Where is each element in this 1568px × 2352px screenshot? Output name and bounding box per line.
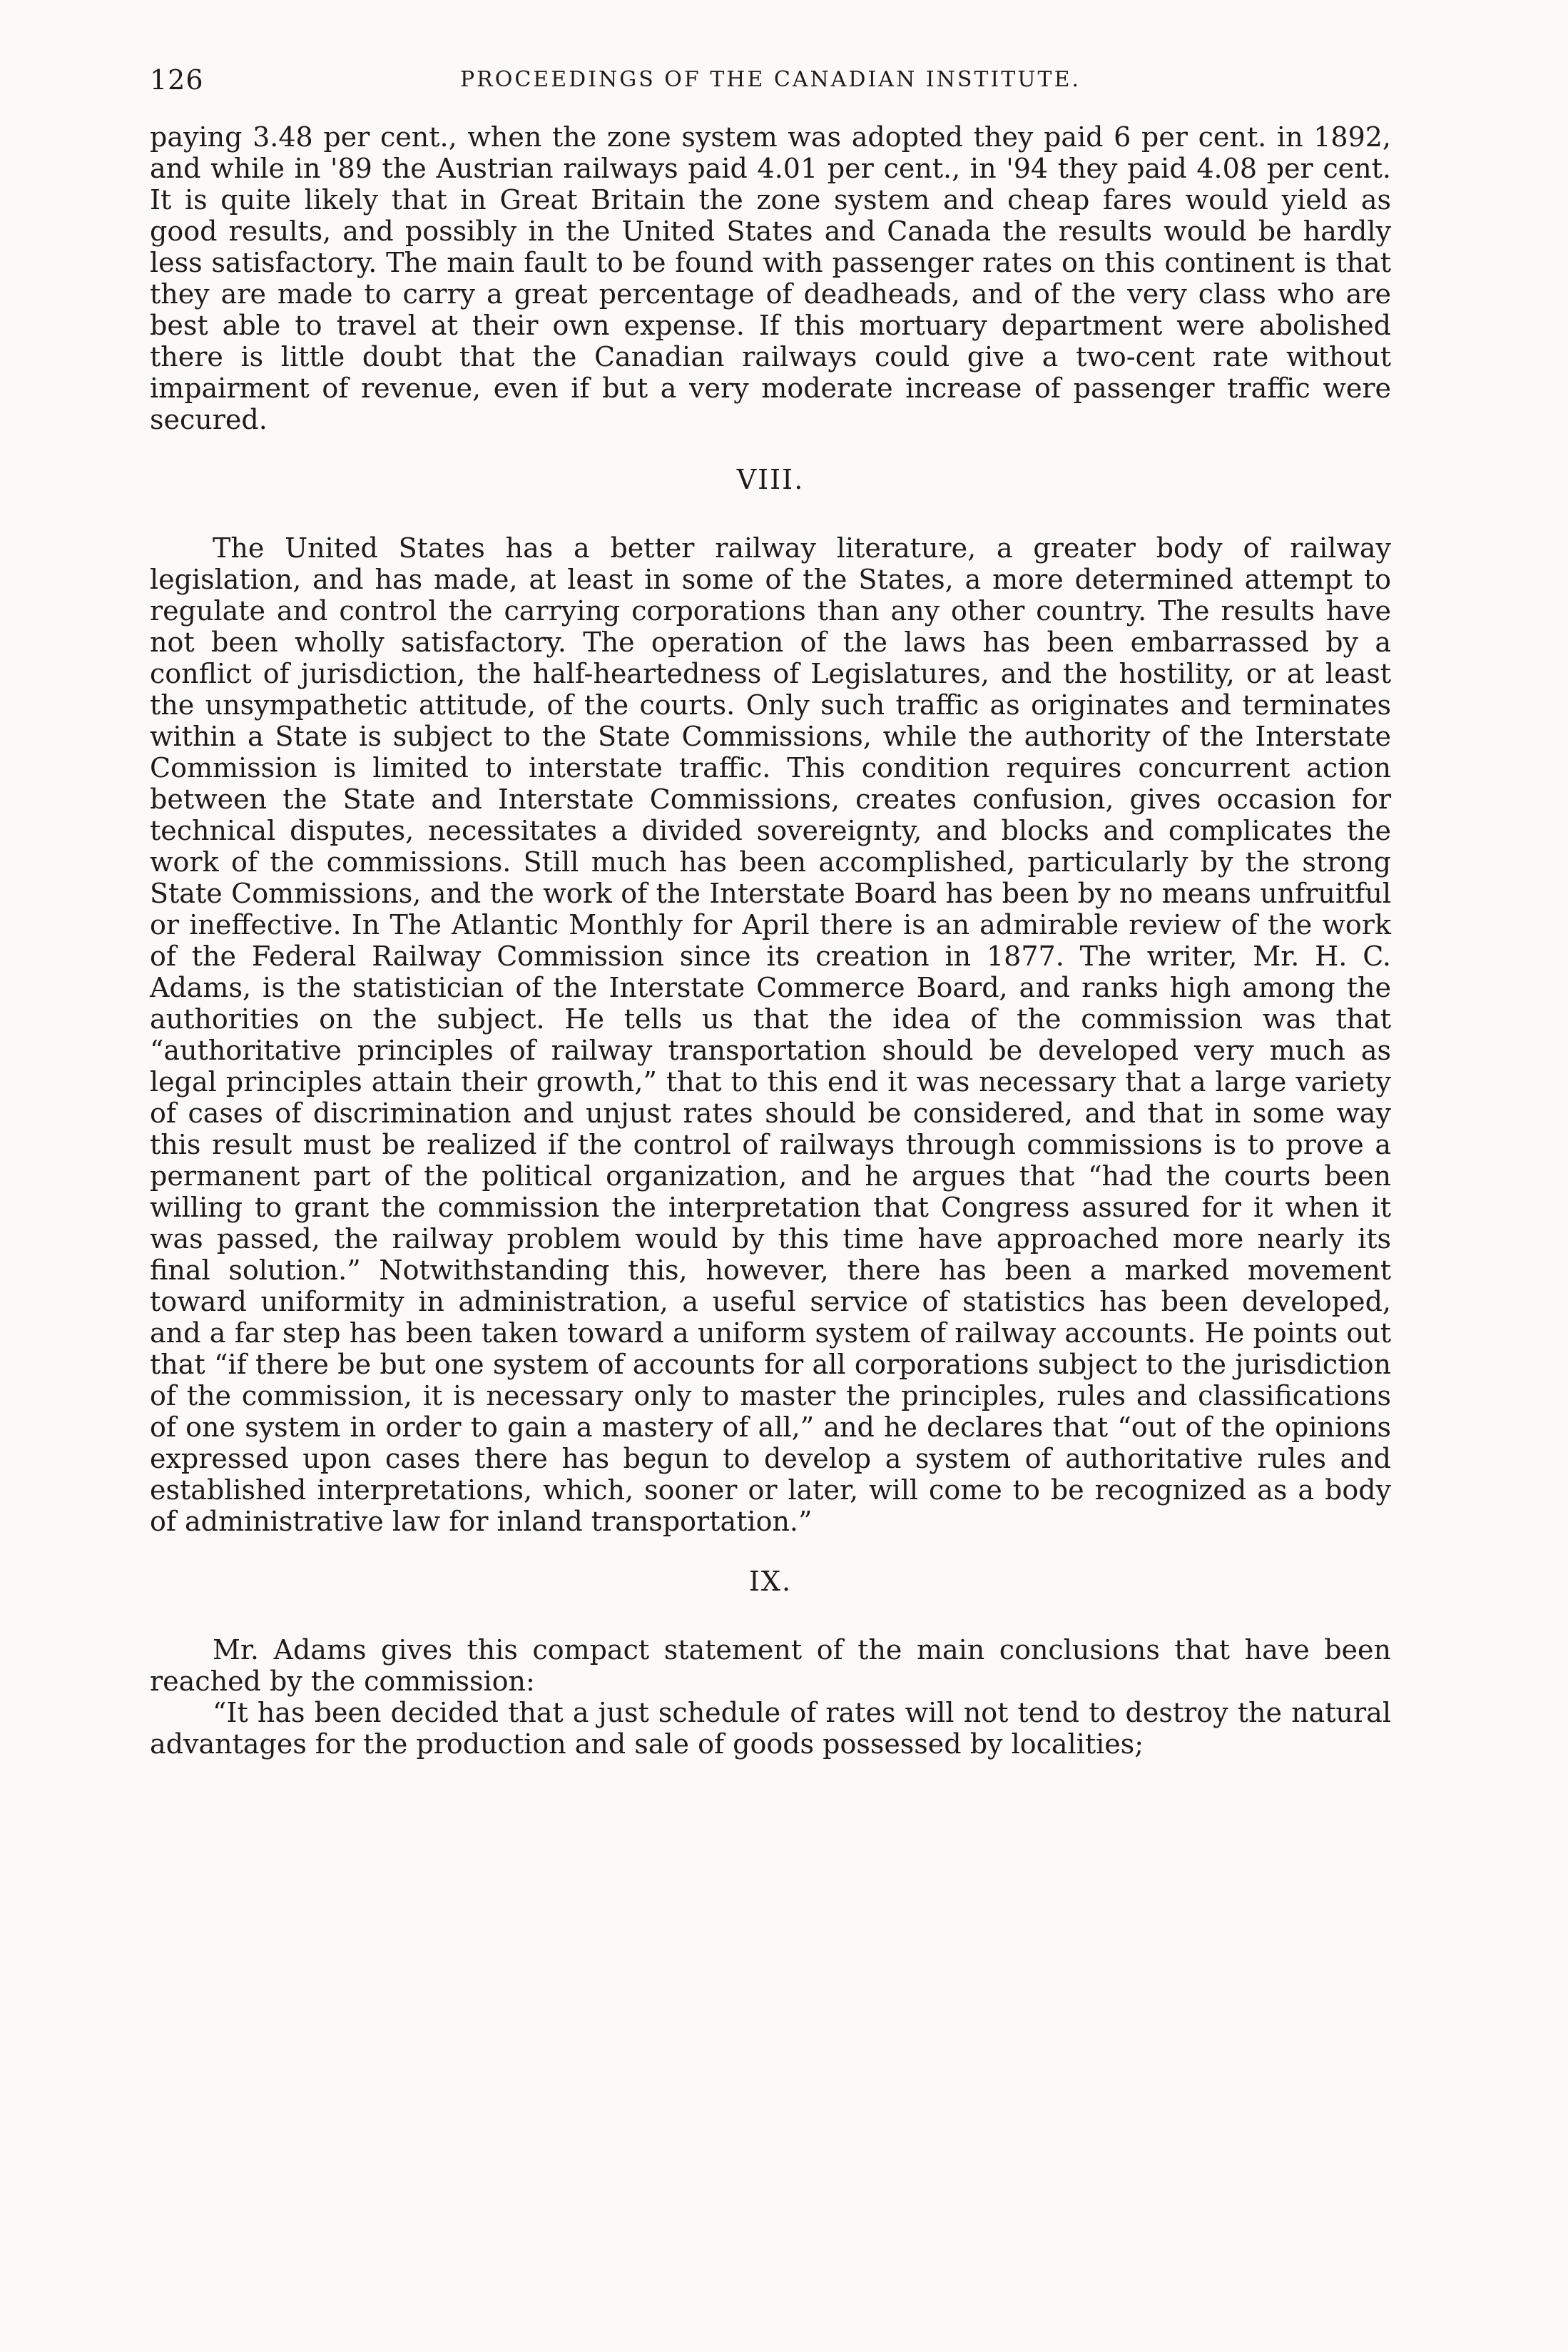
section-heading-viii: VIII. [736,464,805,495]
page-header [150,64,1391,107]
section-viii-paragraph: The United States has a better railway literature, a greater body of railway legislation, and has made, at least in some of the States, a more determined attempt to regulate and control the carrying corporations than any other country. The results have not been wholly satisfactory. The operation of the laws has been embarrassed by a conflict of jurisdiction, the half-heartedness of Legislatures, and the hostility, or at least the unsympathetic attitude, of the courts. Only such traffic as originates and terminates within a State is subject to the State Commissions, while the authority of the Interstate Commission is limited to interstate traffic. This condition requires concurrent action between the State and Interstate Commissions, creates confusion, gives occasion for technical disputes, necessitates a divided sovereignty, and blocks and complicates the work of the commissions. Still much has been accomplished, particularly by the strong State Commissions, and the work of the Interstate Board has been by no means unfruitful or ineffective. In The Atlantic Monthly for April there is an admirable review of the work of the Federal Railway Commission since its creation in 1877. The writer, Mr. H. C. Adams, is the statistician of the Interstate Commerce Board, and ranks high among the authorities on the subject. He tells us that the idea of the commission was that “authoritative principles of railway transportation should be developed very much as legal principles attain their growth,” that to this end it was necessary that a large variety of cases of discrimination and unjust rates should be considered, and that in some way this result must be realized if the control of railways through commissions is to prove a permanent part of the political organization, and he argues that “had the courts been willing to grant the commission the interpretation that Congress assured for it when it was passed, the railway problem would by this time have approached more nearly its final solution.” Notwithstanding this, however, there has been a marked movement toward uniformity in administration, a useful service of statistics has been developed, and a far step has been taken toward a uniform system of railway accounts. He points out that “if there be but one system of accounts for all corporations subject to the jurisdiction of the commission, it is necessary only to master the principles, rules and classifications of one system in order to gain a mastery of all,” and he declares that “out of the opinions expressed upon cases there has begun to develop a system of authoritative rules and established interpretations, which, sooner or later, will come to be recognized as a body of administrative law for inland transportation.” [150,532,1391,1537]
page-number: 126 [150,64,204,96]
section-ix-paragraph-2: “It has been decided that a just schedule of rates will not tend to destroy the natural advantages for the production and sale of goods possessed by localities; [150,1697,1391,1760]
body-text [150,121,1391,1760]
running-head: PROCEEDINGS OF THE CANADIAN INSTITUTE. [459,67,1081,92]
document-page [150,64,1391,2319]
section-ix-paragraph-1: Mr. Adams gives this compact statement of the main conclusions that have been reached by the commission: [150,1634,1391,1697]
paragraph-continuation: paying 3.48 per cent., when the zone system was adopted they paid 6 per cent. in 1892, and while in '89 the Austrian railways paid 4.01 per cent., in '94 they paid 4.08 per cent. It is quite likely that in Great Britain the zone system and cheap fares would yield as good results, and possibly in the United States and Canada the results would be hardly less satisfactory. The main fault to be found with passenger rates on this continent is that they are made to carry a great percentage of deadheads, and of the very class who are best able to travel at their own expense. If this mortuary department were abolished there is little doubt that the Canadian railways could give a two-cent rate without impairment of revenue, even if but a very moderate increase of passenger traffic were secured. [150,121,1391,435]
section-heading-ix: IX. [748,1566,793,1597]
